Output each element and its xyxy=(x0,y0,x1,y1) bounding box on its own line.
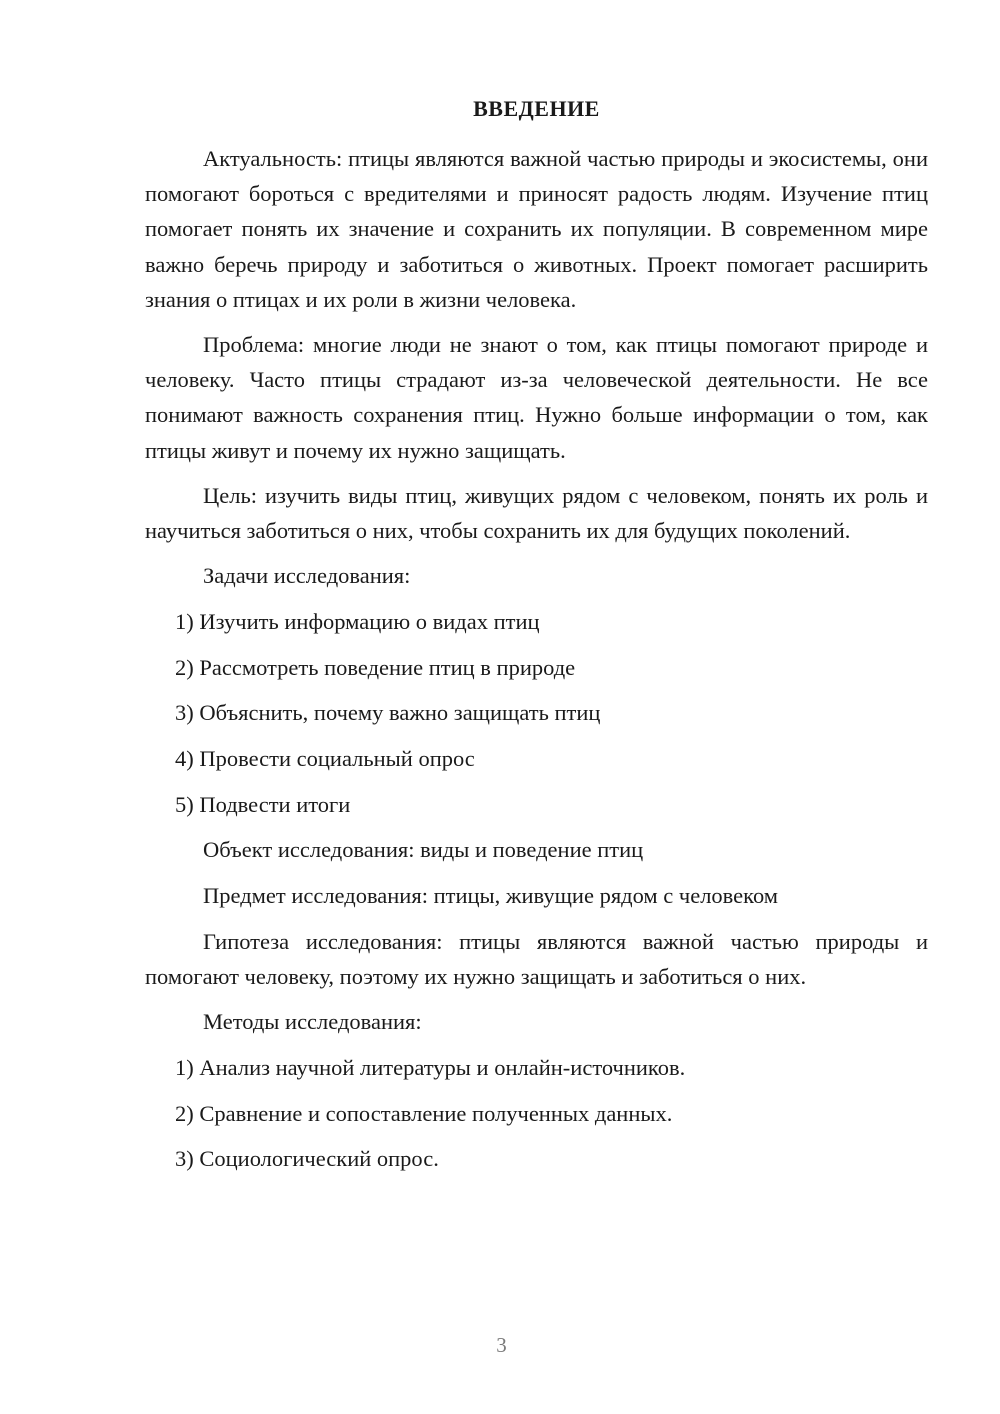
page-number: 3 xyxy=(496,1333,507,1357)
goal-paragraph: Цель: изучить виды птиц, живущих рядом с человеком, понять их роль и научиться заботиться о них, чтобы сохранить их для будущих поколений. xyxy=(145,482,928,544)
research-subject: Предмет исследования: птицы, живущие рядом с человеком xyxy=(203,883,779,909)
methods-heading: Методы исследования: xyxy=(203,1009,422,1035)
task-item: 2) Рассмотреть поведение птиц в природе xyxy=(175,654,576,680)
document-page xyxy=(145,0,928,1414)
tasks-heading: Задачи исследования: xyxy=(203,563,411,589)
relevance-paragraph: Актуальность: птицы являются важной частью природы и экосистемы, они помогают бороться с вредителями и приносят радость людям. Изучение птиц помогает понять их значение и сохранить их популяции. В современном мире важно беречь природу и заботиться о животных. Проект помогает расширить знания о птицах и их роли в жизни человека. xyxy=(145,146,928,312)
page-title: ВВЕДЕНИЕ xyxy=(473,96,600,121)
task-item: 1) Изучить информацию о видах птиц xyxy=(175,608,540,634)
tasks-list xyxy=(145,604,928,822)
document-body xyxy=(145,141,928,1187)
task-item: 5) Подвести итоги xyxy=(175,791,351,817)
task-item: 3) Объяснить, почему важно защищать птиц xyxy=(175,700,601,726)
method-item: 2) Сравнение и сопоставление полученных данных. xyxy=(175,1100,673,1126)
task-item: 4) Провести социальный опрос xyxy=(175,746,475,772)
research-object: Объект исследования: виды и поведение птиц xyxy=(203,837,644,863)
methods-list xyxy=(145,1050,928,1177)
method-item: 3) Социологический опрос. xyxy=(175,1146,439,1172)
method-item: 1) Анализ научной литературы и онлайн-источников. xyxy=(175,1054,686,1080)
hypothesis-paragraph: Гипотеза исследования: птицы являются важной частью природы и помогают человеку, поэтому их нужно защищать и заботиться о них. xyxy=(145,928,928,990)
problem-paragraph: Проблема: многие люди не знают о том, как птицы помогают природе и человеку. Часто птицы страдают из-за человеческой деятельности. Не все понимают важность сохранения птиц. Нужно больше информации о том, как птицы живут и почему их нужно защищать. xyxy=(145,332,928,463)
